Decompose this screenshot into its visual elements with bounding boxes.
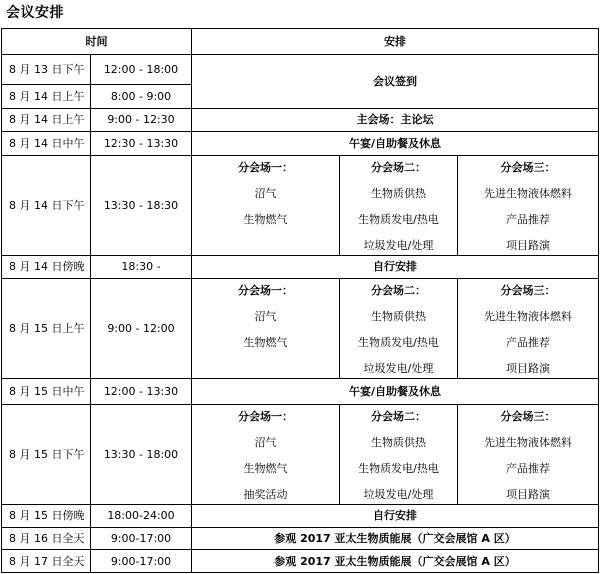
branch-venue-3 [458, 279, 599, 379]
branch-item: 生物质供热 [371, 435, 426, 449]
branch-venue-3 [458, 404, 599, 504]
date-cell: 8 月 14 日傍晚 [2, 255, 91, 278]
time-cell: 9:00 - 12:00 [91, 279, 192, 379]
time-cell: 12:00 - 18:00 [91, 54, 192, 85]
time-cell: 12:30 - 13:30 [91, 132, 192, 155]
branch-item: 生物质供热 [371, 310, 426, 324]
branch-title: 分会场三： [500, 284, 556, 298]
date-cell: 8 月 14 日下午 [2, 155, 91, 255]
branch-item: 产品推荐 [506, 212, 550, 226]
time-cell: 12:00 - 13:30 [91, 379, 192, 405]
table-row [2, 132, 599, 155]
branch-item: 产品推荐 [506, 336, 550, 350]
table-row [2, 155, 599, 255]
branch-item: 先进生物液体燃料 [484, 435, 572, 449]
table-row [2, 550, 599, 573]
time-cell: 13:30 - 18:30 [91, 155, 192, 255]
date-cell: 8 月 14 日上午 [2, 85, 91, 108]
branch-item: 先进生物液体燃料 [484, 186, 572, 200]
branch-title: 分会场三： [500, 160, 556, 174]
arrangement-cell: 午宴/自助餐及休息 [192, 132, 599, 155]
branch-item: 先进生物液体燃料 [484, 310, 572, 324]
branch-item: 抽奖活动 [243, 487, 288, 501]
branch-item: 沼气 [254, 186, 277, 200]
arrangement-cell: 自行安排 [192, 504, 599, 527]
branch-item: 生物质发电/热电 [358, 212, 439, 226]
arrangement-cell: 参观 2017 亚太生物质能展（广交会展馆 A 区） [192, 528, 599, 550]
branch-item: 生物燃气 [243, 212, 288, 226]
branch-venue-2 [340, 279, 458, 379]
branch-item: 垃圾发电/处理 [363, 238, 434, 252]
branch-venue-2 [340, 155, 458, 255]
date-cell: 8 月 15 日下午 [2, 404, 91, 504]
date-cell: 8 月 16 日全天 [2, 528, 91, 550]
time-cell: 8:00 - 9:00 [91, 85, 192, 108]
arrangement-cell: 参观 2017 亚太生物质能展（广交会展馆 A 区） [192, 550, 599, 573]
branch-item: 垃圾发电/处理 [363, 487, 434, 501]
branch-title: 分会场二： [371, 284, 426, 298]
table-row [2, 255, 599, 278]
branch-item: 产品推荐 [506, 461, 550, 475]
time-cell: 9:00 - 12:30 [91, 108, 192, 131]
table-row [2, 108, 599, 131]
branch-title: 分会场二： [371, 160, 426, 174]
time-cell: 9:00-17:00 [91, 550, 192, 573]
time-cell: 9:00-17:00 [91, 528, 192, 550]
branch-item: 沼气 [254, 435, 277, 449]
date-cell: 8 月 15 日中午 [2, 379, 91, 405]
branch-venue-3 [458, 155, 599, 255]
time-cell: 18:00-24:00 [91, 504, 192, 527]
branch-title: 分会场一： [238, 160, 293, 174]
header-row [2, 29, 599, 55]
time-cell: 13:30 - 18:00 [91, 404, 192, 504]
branch-item: 生物质发电/热电 [358, 461, 439, 475]
branch-item: 沼气 [254, 310, 277, 324]
branch-venue-1 [192, 155, 340, 255]
table-row [2, 404, 599, 504]
header-time: 时间 [2, 29, 192, 55]
date-cell: 8 月 15 日上午 [2, 279, 91, 379]
arrangement-cell: 午宴/自助餐及休息 [192, 379, 599, 405]
arrangement-cell: 自行安排 [192, 255, 599, 278]
date-cell: 8 月 14 日中午 [2, 132, 91, 155]
page-title: 会议安排 [6, 5, 64, 21]
time-cell: 18:30 - [91, 255, 192, 278]
branch-item: 垃圾发电/处理 [363, 362, 434, 376]
branch-title: 分会场三： [500, 409, 556, 423]
arrangement-cell: 主会场：主论坛 [192, 108, 599, 131]
branch-item: 生物质供热 [371, 186, 426, 200]
arrangement-cell: 会议签到 [192, 54, 599, 108]
branch-venue-2 [340, 404, 458, 504]
date-cell: 8 月 17 日全天 [2, 550, 91, 573]
branch-item: 生物燃气 [243, 461, 288, 475]
header-arrangement: 安排 [192, 29, 599, 55]
branch-title: 分会场一： [238, 284, 293, 298]
table-row [2, 54, 599, 85]
schedule-table [1, 28, 599, 573]
branch-venue-1 [192, 404, 340, 504]
branch-title: 分会场二： [371, 409, 426, 423]
table-row [2, 528, 599, 550]
branch-item: 生物质发电/热电 [358, 336, 439, 350]
branch-item: 项目路演 [506, 362, 550, 376]
branch-item: 项目路演 [506, 487, 550, 501]
branch-title: 分会场一： [238, 409, 293, 423]
table-row [2, 279, 599, 379]
date-cell: 8 月 13 日下午 [2, 54, 91, 85]
table-row [2, 379, 599, 405]
table-row [2, 504, 599, 527]
branch-venue-1 [192, 279, 340, 379]
date-cell: 8 月 15 日傍晚 [2, 504, 91, 527]
branch-item: 生物燃气 [243, 336, 288, 350]
date-cell: 8 月 14 日上午 [2, 108, 91, 131]
branch-item: 项目路演 [506, 238, 550, 252]
